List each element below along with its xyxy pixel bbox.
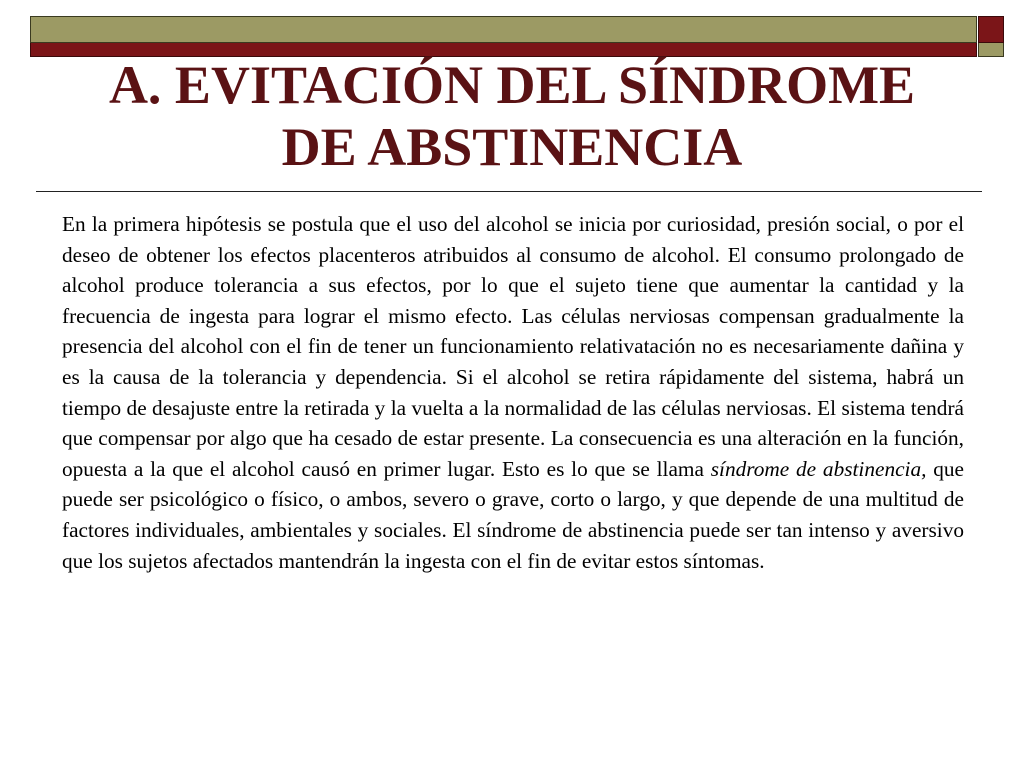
title-line-1: A. EVITACIÓN DEL SÍNDROME [108,55,916,115]
header-band-olive [30,16,977,43]
body-text-italic-term: síndrome de abstinencia, [710,456,927,481]
title-line-2: DE ABSTINENCIA [281,117,743,177]
body-text-part-2: que puede ser psicológico o físico, o ambos, severo o grave, corto o largo, y que depende de una multitud de factores individuales, ambientales y sociales. El síndrome de abstinencia puede ser tan intenso y aversivo que los sujetos afectados mantendrán la ingesta con el fin de evitar estos síntomas. [62,456,964,573]
body-text-part-1: En la primera hipótesis se postula que el uso del alcohol se inicia por curiosidad, presión social, o por el deseo de obtener los efectos placenteros atribuidos al consumo de alcohol. El consumo prolongado de alcohol produce tolerancia a sus efectos, por lo que el sujeto tiene que aumentar la cantidad y la frecuencia de ingesta para lograr el mismo efecto. Las células nerviosas compensan gradualmente la presencia del alcohol con el fin de tener un funcionamiento relativatación no es necesariamente dañina y es la causa de la tolerancia y dependencia. Si el alcohol se retira rápidamente del sistema, habrá un tiempo de desajuste entre la retirada y la vuelta a la normalidad de las células nerviosas. El sistema tendrá que compensar por algo que ha cesado de estar presente. La consecuencia es una alteración en la función, opuesta a la que el alcohol causó en primer lugar. Esto es lo que se llama [62,212,964,481]
corner-square-maroon [978,16,1004,43]
title-divider [36,191,982,192]
slide-title [40,54,984,178]
body-paragraph [62,209,964,576]
